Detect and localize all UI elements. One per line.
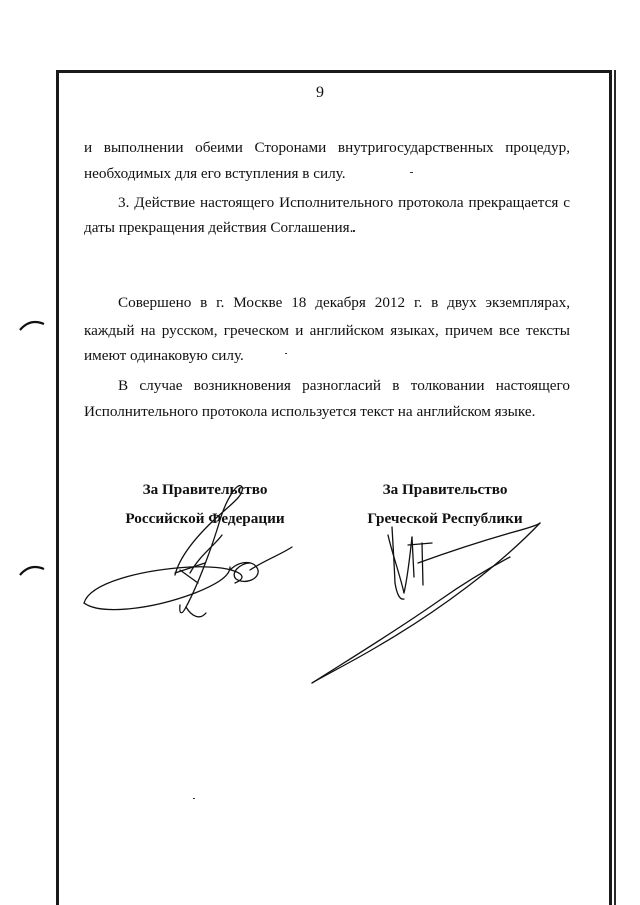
paragraph-3-line-3: имеют одинаковую силу. <box>84 347 244 364</box>
page-frame-right-inner <box>614 70 616 905</box>
paragraph-3-line-1: Совершено в г. Москве 18 декабря 2012 г. в двух экземплярах, <box>118 294 570 311</box>
paragraph-1-line-1: и выполнении обеими Сторонами внутригосударственных процедур, <box>84 139 570 156</box>
signature-right-line-2: Греческой Республики <box>367 510 523 527</box>
binder-hole-mark-2 <box>18 563 48 577</box>
paragraph-2-line-1: 3. Действие настоящего Исполнительного протокола прекращается с <box>118 194 570 211</box>
binder-hole-mark-1 <box>18 318 48 332</box>
paragraph-1-line-2: необходимых для его вступления в силу. <box>84 165 346 182</box>
page-frame-top <box>56 70 612 73</box>
handwritten-signature-greece <box>300 505 545 690</box>
page-frame-right <box>609 70 612 905</box>
scan-speck <box>285 353 287 354</box>
paragraph-4-line-1: В случае возникновения разногласий в толковании настоящего <box>118 377 570 394</box>
signature-right-line-1: За Правительство <box>382 481 508 498</box>
signature-left-line-1: За Правительство <box>142 481 268 498</box>
page-number: 9 <box>316 84 324 101</box>
page-frame-left <box>56 70 59 905</box>
paragraph-3-line-2: каждый на русском, греческом и английском языках, причем все тексты <box>84 322 570 339</box>
paragraph-2-line-2: даты прекращения действия Соглашения. <box>84 219 354 236</box>
signature-left-line-2: Российской Федерации <box>125 510 285 527</box>
scan-speck <box>410 172 413 173</box>
scan-speck <box>193 798 195 799</box>
paragraph-4-line-2: Исполнительного протокола используется текст на английском языке. <box>84 403 536 420</box>
handwritten-signature-russia <box>80 475 310 625</box>
scan-speck <box>353 230 355 232</box>
